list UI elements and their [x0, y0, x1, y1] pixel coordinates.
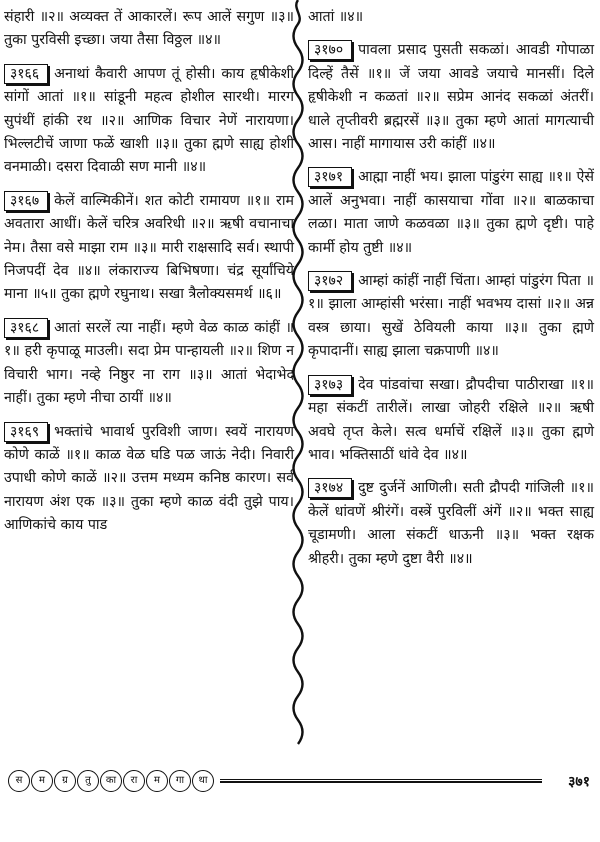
verse-number: ३१७१	[308, 167, 352, 187]
left-column	[4, 6, 294, 548]
verse-text: पावला प्रसाद पुसती सकळां। आवडी गोपाळा दिल्हें तैसें ॥१॥ जें जया आवडे जयाचे मानसीं। दिले हृषीकेशी न कळतां ॥२॥ सप्रेम आनंद सकळां अंतरीं। धाले तृप्तीवरी ब्रह्मरसें ॥३॥ तुका म्हणे आतां मागत्याची आस। नाहीं मागायास उरी कांहीं ॥४॥	[308, 42, 594, 153]
verse-paragraph	[4, 6, 294, 53]
title-circle: म	[146, 770, 168, 792]
verse-text: दुष्ट दुर्जनें आणिली। सती द्रौपदी गांजिली ॥१॥ केलें धांवणें श्रीरंगें। वस्त्रें पुरविलीं अंगें ॥२॥ भक्त साह्य चूडामणी। आला संकटीं धाऊनी ॥३॥ भक्त रक्षक श्रीहरी। तुका म्हणे दुष्टा वैरी ॥४॥	[308, 480, 594, 567]
verse-text: भक्तांचे भावार्थ पुरविशी जाण। स्वयें नारायण कोणे काळें ॥१॥ काळ वेळ घडि पळ जाऊं नेदी। निवारी उपाधी कोणे काळें ॥२॥ उत्तम मध्यम कनिष्ठ कारण। सर्व नारायण अंश एक ॥३॥ तुका म्हणे काळ वंदी तुझे पाय। आणिकांचे काय पाड	[4, 423, 294, 534]
title-circle: था	[192, 770, 214, 792]
right-column	[308, 6, 594, 581]
verse-text: आम्हां कांहीं नाहीं चिंता। आम्हां पांडुरंग पिता ॥१॥ झाला आम्हांसी भरंसा। नाहीं भवभय दासां ॥२॥ अन्न वस्त्र छाया। सुखें ठेवियली काया ॥३॥ तुका ह्मणे कृपादानीं। साह्य झाला चक्रपाणी ॥४॥	[308, 273, 594, 360]
verse-text: संहारी ॥२॥ अव्यक्त तें आकारलें। रूप आलें सगुण ॥३॥ तुका पुरविसी इच्छा। जया तैसा विठ्ठल ॥४॥	[4, 9, 294, 49]
title-circle: ग्र	[54, 770, 76, 792]
verse-text: आह्मा नाहीं भय। झाला पांडुरंग साह्य ॥१॥ ऐसें आलें अनुभवा। नाहीं कासयाचा गोंवा ॥२॥ बाळकाचा लळा। माता जाणे कळवळा ॥३॥ तुका ह्मणे दृष्टी। पाहे कार्मी होय तुष्टी ॥४॥	[308, 169, 594, 256]
verse-number: ३१७४	[308, 478, 352, 498]
page-footer	[8, 770, 592, 810]
verse-number: ३१७३	[308, 375, 352, 395]
page-number: ३७१	[568, 774, 590, 790]
footer-rule	[220, 779, 542, 783]
verse-paragraph	[308, 477, 594, 571]
title-circle: तु	[77, 770, 99, 792]
title-circle: स	[8, 770, 30, 792]
verse-number: ३१६८	[4, 318, 48, 338]
verse-text: देव पांडवांचा सखा। द्रौपदीचा पाठीराखा ॥१॥ महा संकटीं तारीलें। लाखा जोहरी रक्षिले ॥२॥ ऋषी अवघे तृप्त केले। सत्व धर्माचें रक्षिलें ॥३॥ तुका ह्मणे भाव। भक्तिसाठीं धांवे देव ॥४॥	[308, 376, 594, 463]
verse-paragraph	[4, 317, 294, 411]
verse-number: ३१७२	[308, 271, 352, 291]
title-circle: गा	[169, 770, 191, 792]
title-circle: रा	[123, 770, 145, 792]
verse-number: ३१७०	[308, 40, 352, 60]
verse-text: आतां सरलें त्या नाहीं। म्हणे वेळ काळ कांहीं ॥१॥ हरी कृपाळू माउली। सदा प्रेम पान्हायली ॥२॥ शिण न विचारी भाग। नव्हे निष्ठुर ना राग ॥३॥ आतां भेदाभेद नाहीं। तुका म्हणे नीचा ठायीं ॥४॥	[4, 319, 294, 407]
verse-paragraph	[308, 270, 594, 364]
verse-number: ३१६९	[4, 422, 48, 442]
verse-number: ३१६७	[4, 191, 48, 211]
title-circle: का	[100, 770, 122, 792]
verse-paragraph	[308, 374, 594, 468]
verse-number: ३१६६	[4, 64, 48, 84]
book-title-circles	[8, 770, 214, 792]
title-circle: म	[31, 770, 53, 792]
verse-paragraph	[308, 39, 594, 156]
verse-paragraph	[4, 421, 294, 538]
verse-paragraph	[4, 190, 294, 307]
column-divider-ornament	[290, 0, 306, 752]
verse-text: आतां ॥४॥	[308, 9, 364, 25]
verse-text: केलें वाल्मिकीनें। शत कोटी रामायण ॥१॥ राम अवतारा आधीं। केलें चरित्र अवरिधी ॥२॥ ऋषी वचानाचा नेम। तैसा वसे माझा राम ॥३॥ मारी राक्षसादि सर्व। स्थापी निजपदीं देव ॥४॥ लंकाराज्य बिभिषणा। चंद्र सूर्यांचिये माना ॥५॥ तुका ह्मणे रघुनाथ। सखा त्रैलोक्यसमर्थ ॥६॥	[4, 192, 294, 303]
verse-paragraph	[4, 63, 294, 180]
verse-text: अनाथां कैवारी आपण तूं होसी। काय हृषीकेशी सांगों आतां ॥१॥ सांडूनी महत्व होशील सारथी। मारग सुपंथीं हांकी रथ ॥२॥ आणिक विचार नेणें नारायणा। भिल्लटीचें जाणा फळें खाशी ॥३॥ तुका ह्मणे साह्य होशी वनमाळी। दसरा दिवाळी सण मानी ॥४॥	[4, 65, 294, 176]
verse-paragraph	[308, 166, 594, 260]
verse-paragraph	[308, 6, 594, 29]
